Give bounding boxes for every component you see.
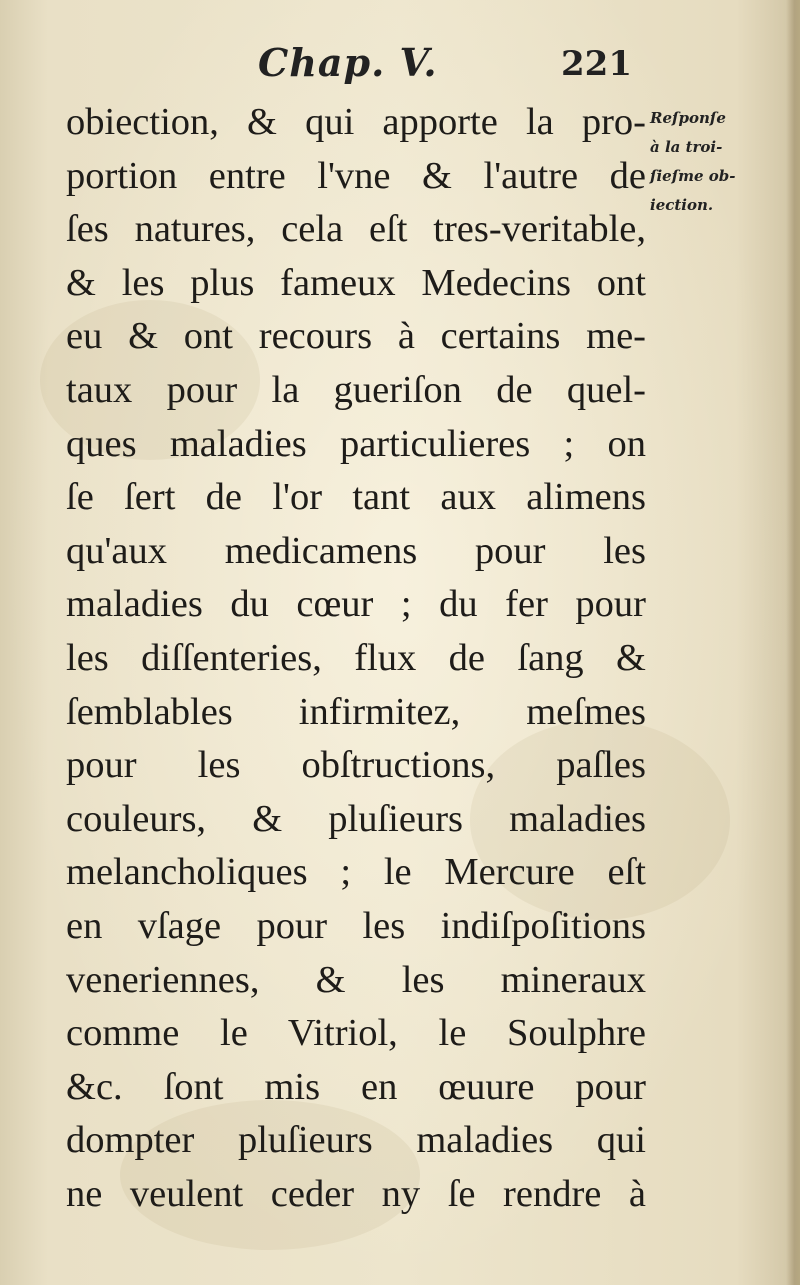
page-edge-shadow (786, 0, 800, 1285)
text-line: maladies du cœur ; du fer pour (66, 583, 646, 626)
text-line: ques maladies particulieres ; on (66, 422, 646, 465)
text-line: obiection, & qui apporte la pro- (66, 101, 646, 143)
text-line: dompter pluſieurs maladies qui (66, 1119, 646, 1162)
text-line: qu'aux medicamens pour les (66, 529, 646, 572)
text-line: comme le Vitriol, le Soulphre (66, 1012, 646, 1055)
marginal-note (650, 104, 776, 220)
marginal-note-line: iection. (650, 196, 714, 214)
text-line: les diſſenteries, flux de ſang & (66, 636, 646, 679)
text-line: pour les obſtructions, paſles (66, 744, 646, 787)
body-text (66, 96, 646, 1221)
marginal-note-line: Reſponſe (650, 109, 726, 127)
marginal-note-line: à la troi- (650, 138, 723, 156)
text-line: melancholiques ; le Mercure eſt (66, 851, 646, 894)
text-line: & les plus fameux Medecins ont (66, 261, 646, 304)
text-line: en vſage pour les indiſpoſitions (66, 904, 646, 947)
marginal-note-line: ſieſme ob- (650, 167, 736, 185)
text-line: eu & ont recours à certains me- (66, 315, 646, 358)
text-line: ſemblables infirmitez, meſmes (66, 690, 646, 733)
text-line: couleurs, & pluſieurs maladies (66, 797, 646, 840)
page-number: 221 (561, 44, 632, 84)
text-line: veneriennes, & les mineraux (66, 958, 646, 1001)
page-header (0, 38, 800, 94)
text-line: taux pour la gueriſon de quel- (66, 368, 646, 411)
text-line: ſe ſert de l'or tant aux alimens (66, 476, 646, 519)
text-line: ſes natures, cela eſt tres-veritable, (66, 208, 646, 251)
text-line: ne veulent ceder ny ſe rendre à (66, 1172, 646, 1215)
running-head: Chap. V. (258, 40, 438, 85)
text-line: &c. ſont mis en œuure pour (66, 1065, 646, 1108)
text-line: portion entre l'vne & l'autre de (66, 154, 646, 197)
